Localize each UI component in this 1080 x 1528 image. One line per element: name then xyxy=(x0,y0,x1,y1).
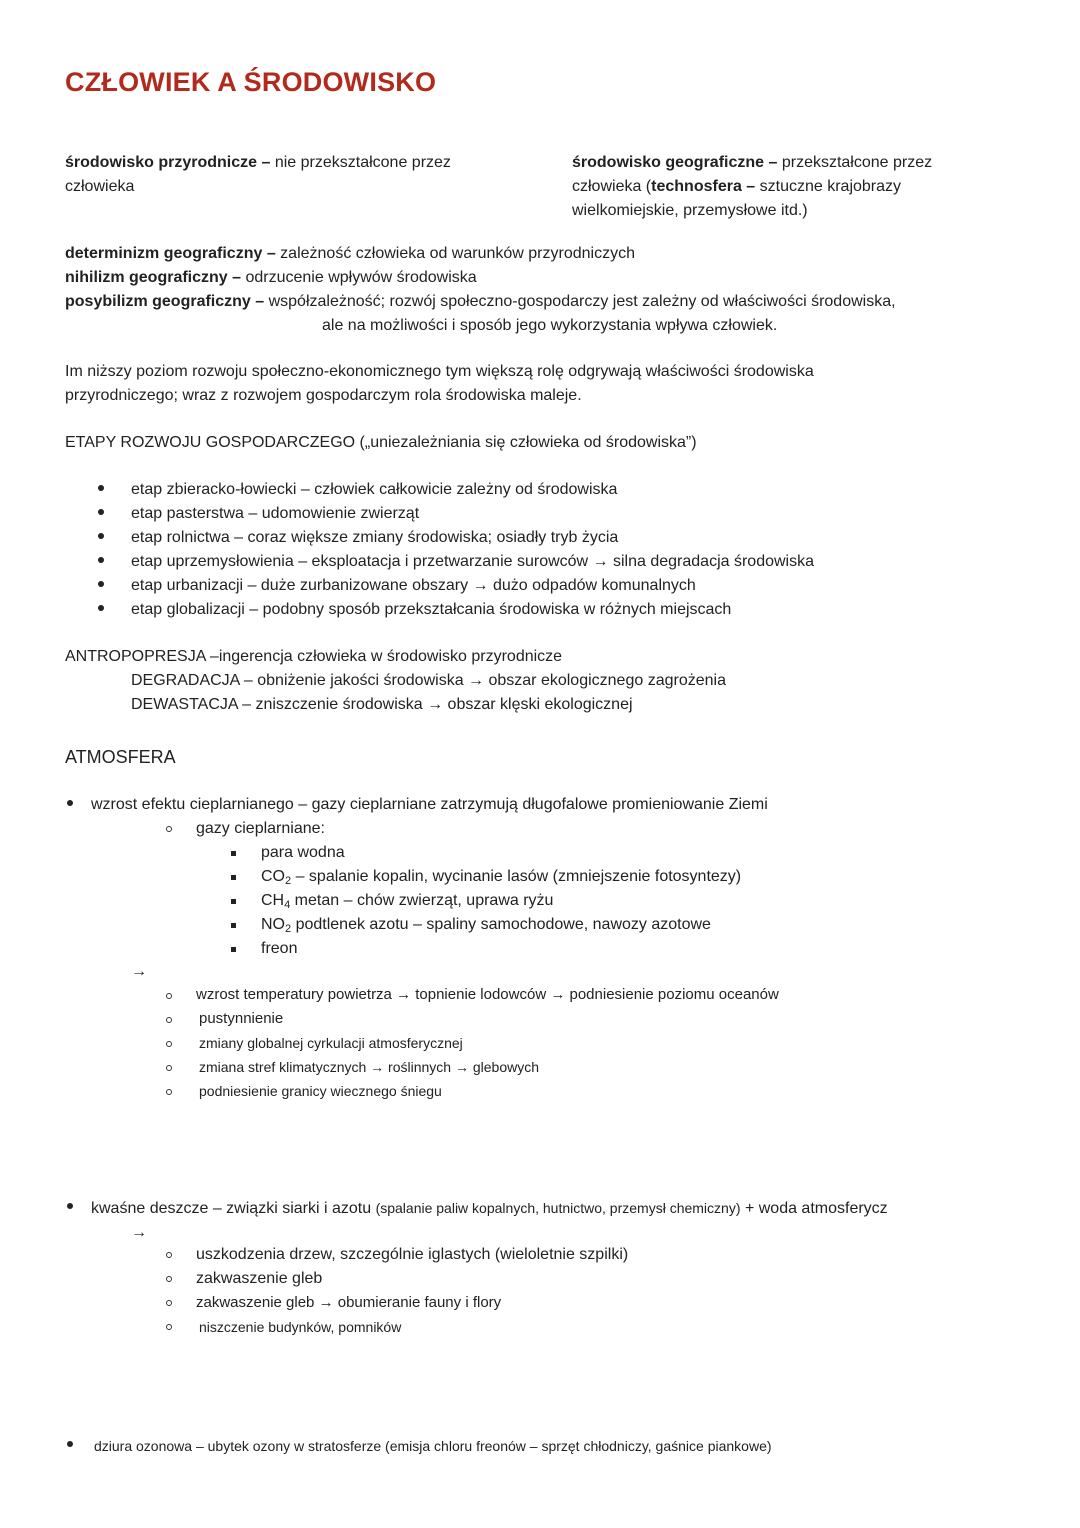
natural-env-line2: człowieka xyxy=(65,178,135,195)
acid-effect-item: niszczenie budynków, pomników xyxy=(199,1319,402,1335)
geo-env-line2 xyxy=(572,175,901,199)
square-bullet-icon xyxy=(231,899,236,904)
effect-item: podniesienie granicy wiecznego śniegu xyxy=(199,1083,442,1099)
gas-subscript: 4 xyxy=(284,899,291,911)
bullet-icon xyxy=(67,1441,73,1447)
determinism-def: zależność człowieka od warunków przyrodniczych xyxy=(275,245,635,262)
possibilism-term: posybilizm geograficzny – xyxy=(65,293,265,310)
circle-bullet-icon xyxy=(166,826,172,832)
gas-desc: metan – chów zwierząt, uprawa ryżu xyxy=(290,892,554,909)
nihilism-line xyxy=(65,266,477,290)
gas-subscript: 2 xyxy=(285,923,292,935)
acid-effect-item: zakwaszenie gleb xyxy=(196,1270,323,1287)
dewastacja-line: DEWASTACJA – zniszczenie środowiska → obszar klęski ekologicznej xyxy=(131,696,633,713)
stage-item: etap zbieracko-łowiecki – człowiek całkowicie zależny od środowiska xyxy=(131,481,618,498)
acid-effect-item: uszkodzenia drzew, szczególnie iglastych (wieloletnie szpilki) xyxy=(196,1246,629,1263)
effect-item: wzrost temperatury powietrza → topnienie lodowców → podniesienie poziomu oceanów xyxy=(196,986,779,1003)
geo-env-line3: wielkomiejskie, przemysłowe itd.) xyxy=(572,202,808,219)
square-bullet-icon xyxy=(231,923,236,928)
effect-item: zmiana stref klimatycznych → roślinnych → glebowych xyxy=(199,1059,540,1075)
circle-bullet-icon xyxy=(166,1324,172,1330)
stage-item: etap uprzemysłowienia – eksploatacja i przetwarzanie surowców → silna degradacja środowiska xyxy=(131,553,814,570)
geo-env-def2c: sztuczne krajobrazy xyxy=(755,178,902,195)
geo-env-def2a: człowieka ( xyxy=(572,178,652,195)
circle-bullet-icon xyxy=(166,1017,172,1023)
bullet-icon xyxy=(98,485,104,491)
geo-env-line1 xyxy=(572,151,932,175)
ozone-line: dziura ozonowa – ubytek ozony w stratosferze (emisja chloru freonów – sprzęt chłodniczy, gaśnice piankowe) xyxy=(94,1438,772,1454)
gas-water: para wodna xyxy=(261,844,345,861)
natural-env-line1 xyxy=(65,151,451,175)
stage-item: etap urbanizacji – duże zurbanizowane obszary → dużo odpadów komunalnych xyxy=(131,577,696,594)
effect-item: pustynnienie xyxy=(199,1010,284,1027)
bullet-icon xyxy=(67,800,73,806)
stages-heading: ETAPY ROZWOJU GOSPODARCZEGO („uniezależniania się człowieka od środowiska”) xyxy=(65,434,697,451)
greenhouse-line: wzrost efektu cieplarnianego – gazy cieplarniane zatrzymują długofalowe promieniowanie Ziemi xyxy=(91,796,768,813)
acid-effect-item: zakwaszenie gleb → obumieranie fauny i flory xyxy=(196,1294,502,1311)
gases-label: gazy cieplarniane: xyxy=(196,820,325,837)
stage-item: etap rolnictwa – coraz większe zmiany środowiska; osiadły tryb życia xyxy=(131,529,619,546)
gas-co2 xyxy=(261,865,741,890)
acid-rain-text: kwaśne deszcze – związki siarki i azotu xyxy=(91,1200,376,1217)
possibilism-line xyxy=(65,290,896,314)
stage-item: etap pasterstwa – udomowienie zwierząt xyxy=(131,505,420,522)
arrow-icon: → xyxy=(131,1224,147,1241)
paragraph-line1: Im niższy poziom rozwoju społeczno-ekonomicznego tym większą rolę odgrywają właściwości środowiska xyxy=(65,363,814,380)
bullet-icon xyxy=(98,509,104,515)
bullet-icon xyxy=(98,581,104,587)
square-bullet-icon xyxy=(231,875,236,880)
determinism-line xyxy=(65,242,635,266)
arrow-icon: → xyxy=(131,963,147,980)
acid-rain-line xyxy=(91,1196,888,1221)
bullet-icon xyxy=(98,557,104,563)
geo-env-term: środowisko geograficzne – xyxy=(572,154,778,171)
acid-rain-text-end: + woda atmosferycz xyxy=(740,1200,888,1217)
antropopresja-line: ANTROPOPRESJA –ingerencja człowieka w środowisko przyrodnicze xyxy=(65,648,563,665)
gas-no2 xyxy=(261,913,711,938)
possibilism-def: współzależność; rozwój społeczno-gospodarczy jest zależny od właściwości środowiska, xyxy=(264,293,896,310)
possibilism-line2: ale na możliwości i sposób jego wykorzystania wpływa człowiek. xyxy=(322,317,778,334)
gas-ch4 xyxy=(261,889,553,914)
degradacja-line: DEGRADACJA – obniżenie jakości środowiska → obszar ekologicznego zagrożenia xyxy=(131,672,726,689)
effect-item: zmiany globalnej cyrkulacji atmosferycznej xyxy=(199,1035,463,1051)
determinism-term: determinizm geograficzny – xyxy=(65,245,276,262)
technosphere-term: technosfera – xyxy=(651,178,756,195)
natural-env-term: środowisko przyrodnicze – xyxy=(65,154,271,171)
acid-rain-sources: (spalanie paliw kopalnych, hutnictwo, przemysł chemiczny) xyxy=(375,1200,741,1216)
nihilism-def: odrzucenie wpływów środowiska xyxy=(241,269,477,286)
gas-formula: CO xyxy=(261,868,285,885)
circle-bullet-icon xyxy=(166,1252,172,1258)
circle-bullet-icon xyxy=(166,1065,172,1071)
gas-formula: CH xyxy=(261,892,285,909)
square-bullet-icon xyxy=(231,851,236,856)
natural-env-def: nie przekształcone przez xyxy=(270,154,451,171)
nihilism-term: nihilizm geograficzny – xyxy=(65,269,242,286)
circle-bullet-icon xyxy=(166,1276,172,1282)
stage-item: etap globalizacji – podobny sposób przekształcania środowiska w różnych miejscach xyxy=(131,601,732,618)
gas-desc: podtlenek azotu – spaliny samochodowe, nawozy azotowe xyxy=(291,916,711,933)
bullet-icon xyxy=(98,605,104,611)
geo-env-def: przekształcone przez xyxy=(777,154,933,171)
bullet-icon xyxy=(67,1203,73,1209)
gas-desc: – spalanie kopalin, wycinanie lasów (zmniejszenie fotosyntezy) xyxy=(291,868,742,885)
atmosphere-heading: ATMOSFERA xyxy=(65,747,176,767)
square-bullet-icon xyxy=(231,947,236,952)
circle-bullet-icon xyxy=(166,993,172,999)
bullet-icon xyxy=(98,533,104,539)
paragraph-line2: przyrodniczego; wraz z rozwojem gospodarczym rola środowiska maleje. xyxy=(65,387,582,404)
gas-formula: NO xyxy=(261,916,285,933)
page-title: CZŁOWIEK A ŚRODOWISKO xyxy=(65,67,437,97)
gas-subscript: 2 xyxy=(285,875,292,887)
circle-bullet-icon xyxy=(166,1041,172,1047)
circle-bullet-icon xyxy=(166,1089,172,1095)
circle-bullet-icon xyxy=(166,1300,172,1306)
gas-freon: freon xyxy=(261,940,298,957)
